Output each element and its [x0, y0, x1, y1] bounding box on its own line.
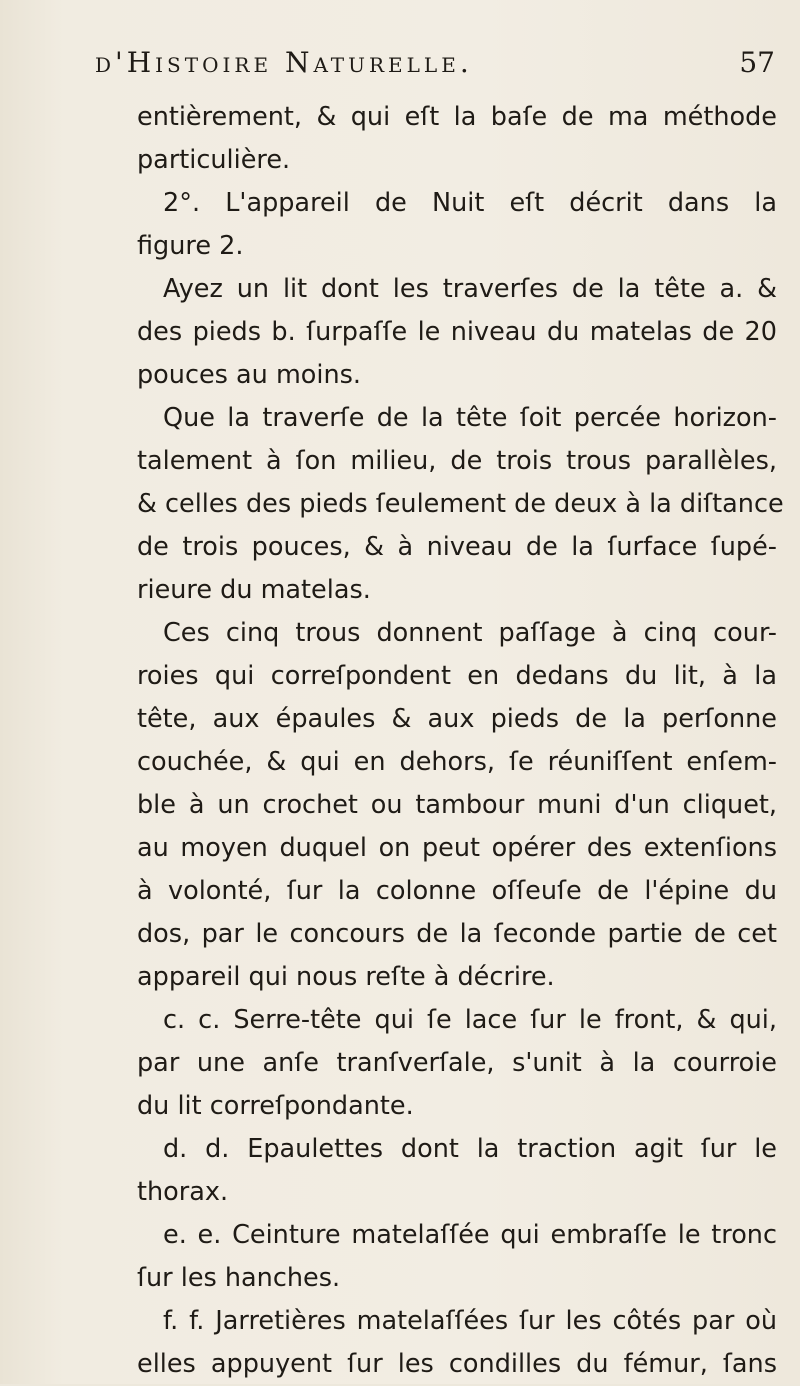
- text-line: talement à ſon milieu, de trois trous parallèles,: [137, 446, 777, 476]
- text-line: Ayez un lit dont les traverſes de la tête a. &: [163, 274, 777, 304]
- text-line: des pieds b. ſurpaſſe le niveau du matelas de 20: [137, 317, 777, 347]
- text-line: à volonté, ſur la colonne oſſeuſe de l'épine du: [137, 876, 777, 906]
- text-line: rieure du matelas.: [137, 575, 371, 605]
- text-line: dos, par le concours de la ſeconde partie de cet: [137, 919, 777, 949]
- page-number: 57: [739, 46, 775, 79]
- text-line: de trois pouces, & à niveau de la ſurface ſupé-: [137, 532, 777, 562]
- page-header: [95, 40, 775, 90]
- text-line: couchée, & qui en dehors, ſe réuniſſent enſem-: [137, 747, 777, 777]
- text-line: par une anſe tranſverſale, s'unit à la courroie: [137, 1048, 777, 1078]
- running-title: d'Histoire Naturelle.: [95, 46, 473, 79]
- text-line: au moyen duquel on peut opérer des extenſions: [137, 833, 777, 863]
- text-line: d. d. Epaulettes dont la traction agit ſur le: [163, 1134, 777, 1164]
- text-line: thorax.: [137, 1177, 229, 1207]
- text-line: entièrement, & qui eſt la baſe de ma méthode: [137, 102, 777, 132]
- body-text: [137, 96, 784, 1386]
- text-line: ſur les hanches.: [137, 1263, 341, 1293]
- text-line: f. f. Jarretières matelaſſées ſur les côtés par où: [163, 1306, 777, 1336]
- text-line: c. c. Serre-tête qui ſe lace ſur le front, & qui,: [163, 1005, 777, 1035]
- text-line: appareil qui nous reſte à décrire.: [137, 962, 555, 992]
- text-line: du lit correſpondante.: [137, 1091, 414, 1121]
- text-line: 2°. L'appareil de Nuit eſt décrit dans la: [163, 188, 777, 218]
- text-line: roies qui correſpondent en dedans du lit, à la: [137, 661, 777, 691]
- text-line: tête, aux épaules & aux pieds de la perſonne: [137, 704, 777, 734]
- text-line: & celles des pieds ſeulement de deux à la diſtance: [137, 489, 784, 519]
- text-line: Ces cinq trous donnent paſſage à cinq cour-: [163, 618, 777, 648]
- text-line: figure 2.: [137, 231, 244, 261]
- text-line: particulière.: [137, 145, 291, 175]
- text-line: ble à un crochet ou tambour muni d'un cliquet,: [137, 790, 777, 820]
- text-line: pouces au moins.: [137, 360, 362, 390]
- text-line: elles appuyent ſur les condilles du fémur, ſans: [137, 1349, 777, 1379]
- text-line: Que la traverſe de la tête ſoit percée horizon-: [163, 403, 777, 433]
- text-line: e. e. Ceinture matelaſſée qui embraſſe le tronc: [163, 1220, 777, 1250]
